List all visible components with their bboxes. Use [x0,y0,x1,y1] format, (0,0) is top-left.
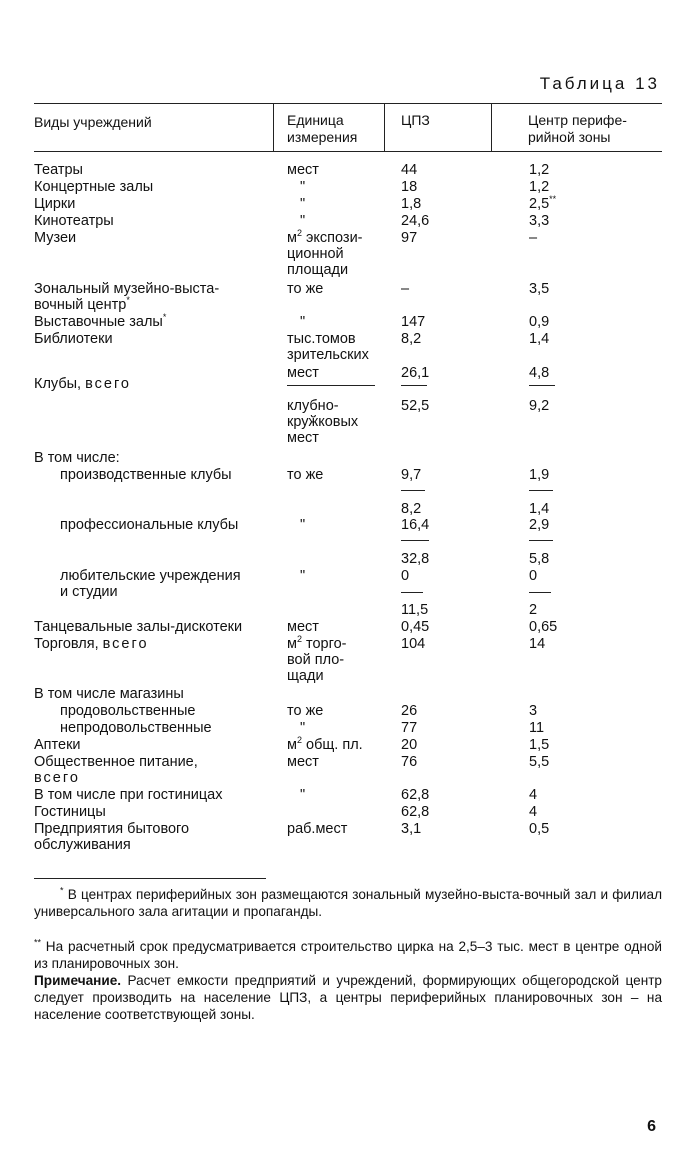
fraction-line [287,385,375,386]
page-number: 6 [647,1118,656,1135]
column-divider [273,104,274,151]
header-cpz: ЦПЗ [401,112,430,128]
fraction-line [529,592,551,593]
fraction-line [401,385,427,386]
header-type: Виды учреждений [34,114,152,130]
header-center: Центр перифе- рийной зоны [528,112,627,145]
footnote-circus: ** На расчетный срок предусматривается строительство цирка на 2,5–3 тыс. мест в центре одной из планировочных зон. [34,937,662,971]
table-header-bottom-rule [34,151,662,152]
fraction-line [401,540,429,541]
table-top-rule [34,103,662,104]
column-divider [384,104,385,151]
header-unit: Единица измерения [287,112,358,145]
fraction-line [401,490,425,491]
fraction-line [529,490,553,491]
fraction-line [529,385,555,386]
fraction-line [401,592,423,593]
table-title: Таблица 13 [539,74,660,93]
column-divider [491,104,492,151]
table-note: Примечание. Расчет емкости предприятий и учреждений, формирующих общегородской центр следует производить на население ЦПЗ, а центры периферийных планировочных зон – на население соответствующей зоны. [34,973,662,1022]
footnote-circus-zone: * В центрах периферийных зон размещаются зональный музейно-выста-вочный зал и филиал универсального зала агитации и пропаганды. [34,885,663,919]
footnote-mark: ** [549,194,557,205]
fraction-line [529,540,553,541]
footnote-rule [34,878,266,879]
